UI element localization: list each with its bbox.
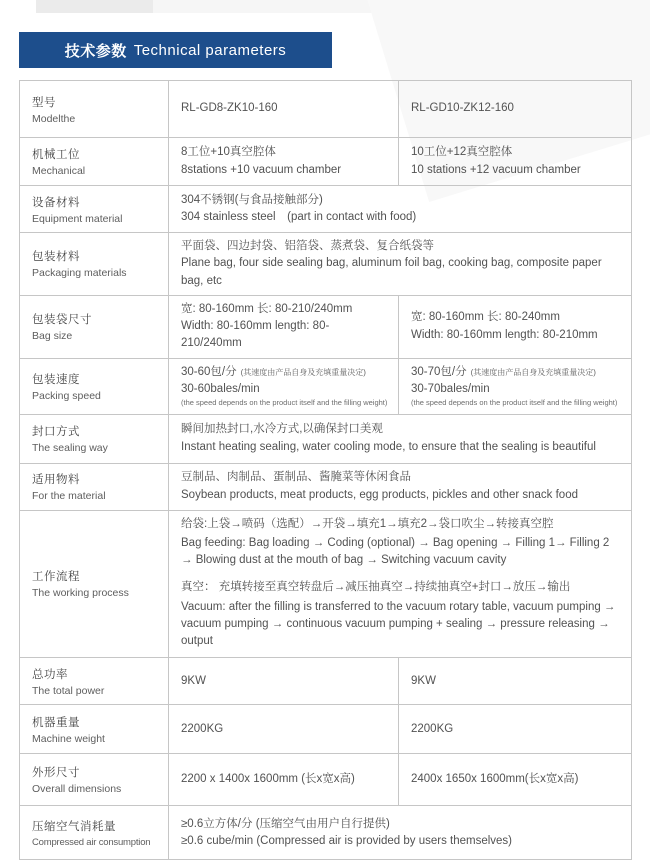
process-bag-feeding-en: Bag feeding: Bag loading → Coding (optional) → Bag opening → Filling 1→ Filling 2 → Blowing dust at the mouth of bag → Switching vacuum cavity bbox=[181, 536, 610, 566]
packing-speed-value-2: 30-70包/分 (其速度由产品自身及充填重量决定) 30-70bales/min (the speed depends on the product itself and the filling weight) bbox=[399, 358, 632, 414]
section-title-zh: 技术参数 bbox=[64, 42, 127, 60]
working-process-value bbox=[169, 510, 632, 658]
row-label-en: Machine weight bbox=[32, 732, 105, 745]
table-row-bag-size bbox=[20, 295, 632, 358]
row-label-en: For the material bbox=[32, 490, 106, 502]
row-label-cell bbox=[20, 463, 169, 510]
row-label-en: The sealing way bbox=[32, 442, 108, 454]
row-label-cell bbox=[20, 81, 169, 138]
row-label-zh: 适用物料 bbox=[32, 474, 80, 486]
row-label-zh: 总功率 bbox=[32, 668, 68, 681]
equipment-material-value: 304不锈钢(与食品接触部分) 304 stainless steel (part in contact with food) bbox=[169, 186, 632, 233]
row-label-zh: 工作流程 bbox=[32, 571, 80, 584]
row-label-zh: 封口方式 bbox=[32, 426, 80, 438]
table-row-sealing-way bbox=[20, 414, 632, 463]
total-power-value-1: 9KW bbox=[169, 658, 399, 705]
row-label-en: Compressed air consumption bbox=[32, 836, 151, 848]
row-label-en: Modelthe bbox=[32, 112, 76, 125]
bag-size-value-1: 宽: 80-160mm 长: 80-210/240mm Width: 80-160mm length: 80-210/240mm bbox=[169, 295, 399, 358]
technical-parameters-table bbox=[19, 80, 631, 860]
row-label-cell bbox=[20, 186, 169, 233]
row-label-zh: 设备材料 bbox=[32, 196, 80, 209]
row-label-cell bbox=[20, 295, 169, 358]
packaging-materials-value: 平面袋、四边封袋、铝箔袋、蒸煮袋、复合纸袋等 Plane bag, four side sealing bag, aluminum foil bag, cooking bag, composite paper bag, etc bbox=[169, 233, 632, 296]
row-label-cell bbox=[20, 658, 169, 705]
row-label-cell bbox=[20, 358, 169, 414]
row-label-zh: 包装袋尺寸 bbox=[32, 314, 92, 327]
table-row-packing-speed bbox=[20, 358, 632, 414]
table-row-model bbox=[20, 81, 632, 138]
background-watermark-strip bbox=[36, 0, 153, 13]
machine-weight-value-1: 2200KG bbox=[169, 705, 399, 754]
row-label-en: Mechanical bbox=[32, 165, 86, 177]
row-label-zh: 机械工位 bbox=[32, 149, 80, 161]
model-value-2: RL-GD10-ZK12-160 bbox=[399, 81, 632, 138]
row-label-en: The working process bbox=[32, 587, 129, 600]
total-power-value-2: 9KW bbox=[399, 658, 632, 705]
process-bag-feeding-zh: 给袋:上袋→喷码（选配）→开袋→填充1→填充2→袋口吹尘→转接真空腔 bbox=[181, 517, 554, 530]
row-label-en: Packing speed bbox=[32, 389, 101, 402]
row-label-en: Equipment material bbox=[32, 212, 123, 225]
row-label-en: Overall dimensions bbox=[32, 783, 122, 796]
model-value-1: RL-GD8-ZK10-160 bbox=[169, 81, 399, 138]
compressed-air-value: ≥0.6立方体/分 (压缩空气由用户自行提供) ≥0.6 cube/min (Compressed air is provided by users themselves) bbox=[169, 806, 632, 860]
table-row-mechanical bbox=[20, 138, 632, 186]
bag-size-value-2: 宽: 80-160mm 长: 80-240mm Width: 80-160mm length: 80-210mm bbox=[399, 295, 632, 358]
mechanical-value-1: 8工位+10真空腔体 8stations +10 vacuum chamber bbox=[169, 138, 399, 186]
for-material-value: 豆制品、肉制品、蛋制品、酱腌菜等休闲食品 Soybean products, meat products, egg products, pickles and other snack food bbox=[169, 463, 632, 510]
table-row-total-power bbox=[20, 658, 632, 705]
row-label-en: Packaging materials bbox=[32, 267, 127, 280]
row-label-en: Bag size bbox=[32, 330, 73, 343]
section-title-en: Technical parameters bbox=[133, 41, 287, 59]
row-label-zh: 机器重量 bbox=[32, 716, 80, 729]
table-row-compressed-air bbox=[20, 806, 632, 860]
packing-speed-value-1: 30-60包/分 (其速度由产品自身及充填重量决定) 30-60bales/min (the speed depends on the product itself and the filling weight) bbox=[169, 358, 399, 414]
row-label-cell bbox=[20, 754, 169, 806]
mechanical-value-2: 10工位+12真空腔体 10 stations +12 vacuum chamber bbox=[399, 138, 632, 186]
machine-weight-value-2: 2200KG bbox=[399, 705, 632, 754]
process-vacuum-en: Vacuum: after the filling is transferred to the vacuum rotary table, vacuum pumping → vacuum pumping → continuous vacuum pumping + sealing → pressure releasing → output bbox=[181, 600, 616, 647]
row-label-cell bbox=[20, 414, 169, 463]
table-row-equipment-material bbox=[20, 186, 632, 233]
table-row-for-material bbox=[20, 463, 632, 510]
row-label-zh: 压缩空气消耗量 bbox=[32, 820, 116, 833]
section-title-banner bbox=[19, 32, 332, 68]
dimensions-value-1: 2200 x 1400x 1600mm (长x宽x高) bbox=[169, 754, 399, 806]
sealing-way-value: 瞬间加热封口,水冷方式,以确保封口美观 Instant heating sealing, water cooling mode, to ensure that the sealing is beautiful bbox=[169, 414, 632, 463]
row-label-cell bbox=[20, 138, 169, 186]
row-label-zh: 包装速度 bbox=[32, 373, 80, 386]
row-label-en: The total power bbox=[32, 684, 105, 697]
table-row-packaging-materials bbox=[20, 233, 632, 296]
table-row-working-process bbox=[20, 510, 632, 658]
process-vacuum-zh: 真空： 充填转接至真空转盘后→减压抽真空→持续抽真空+封口→放压→输出 bbox=[181, 581, 571, 594]
table-row-overall-dimensions bbox=[20, 754, 632, 806]
row-label-cell bbox=[20, 510, 169, 658]
row-label-zh: 外形尺寸 bbox=[32, 767, 80, 780]
dimensions-value-2: 2400x 1650x 1600mm(长x宽x高) bbox=[399, 754, 632, 806]
row-label-zh: 型号 bbox=[32, 96, 56, 109]
row-label-zh: 包装材料 bbox=[32, 251, 80, 264]
row-label-cell bbox=[20, 806, 169, 860]
table-row-machine-weight bbox=[20, 705, 632, 754]
row-label-cell bbox=[20, 705, 169, 754]
row-label-cell bbox=[20, 233, 169, 296]
